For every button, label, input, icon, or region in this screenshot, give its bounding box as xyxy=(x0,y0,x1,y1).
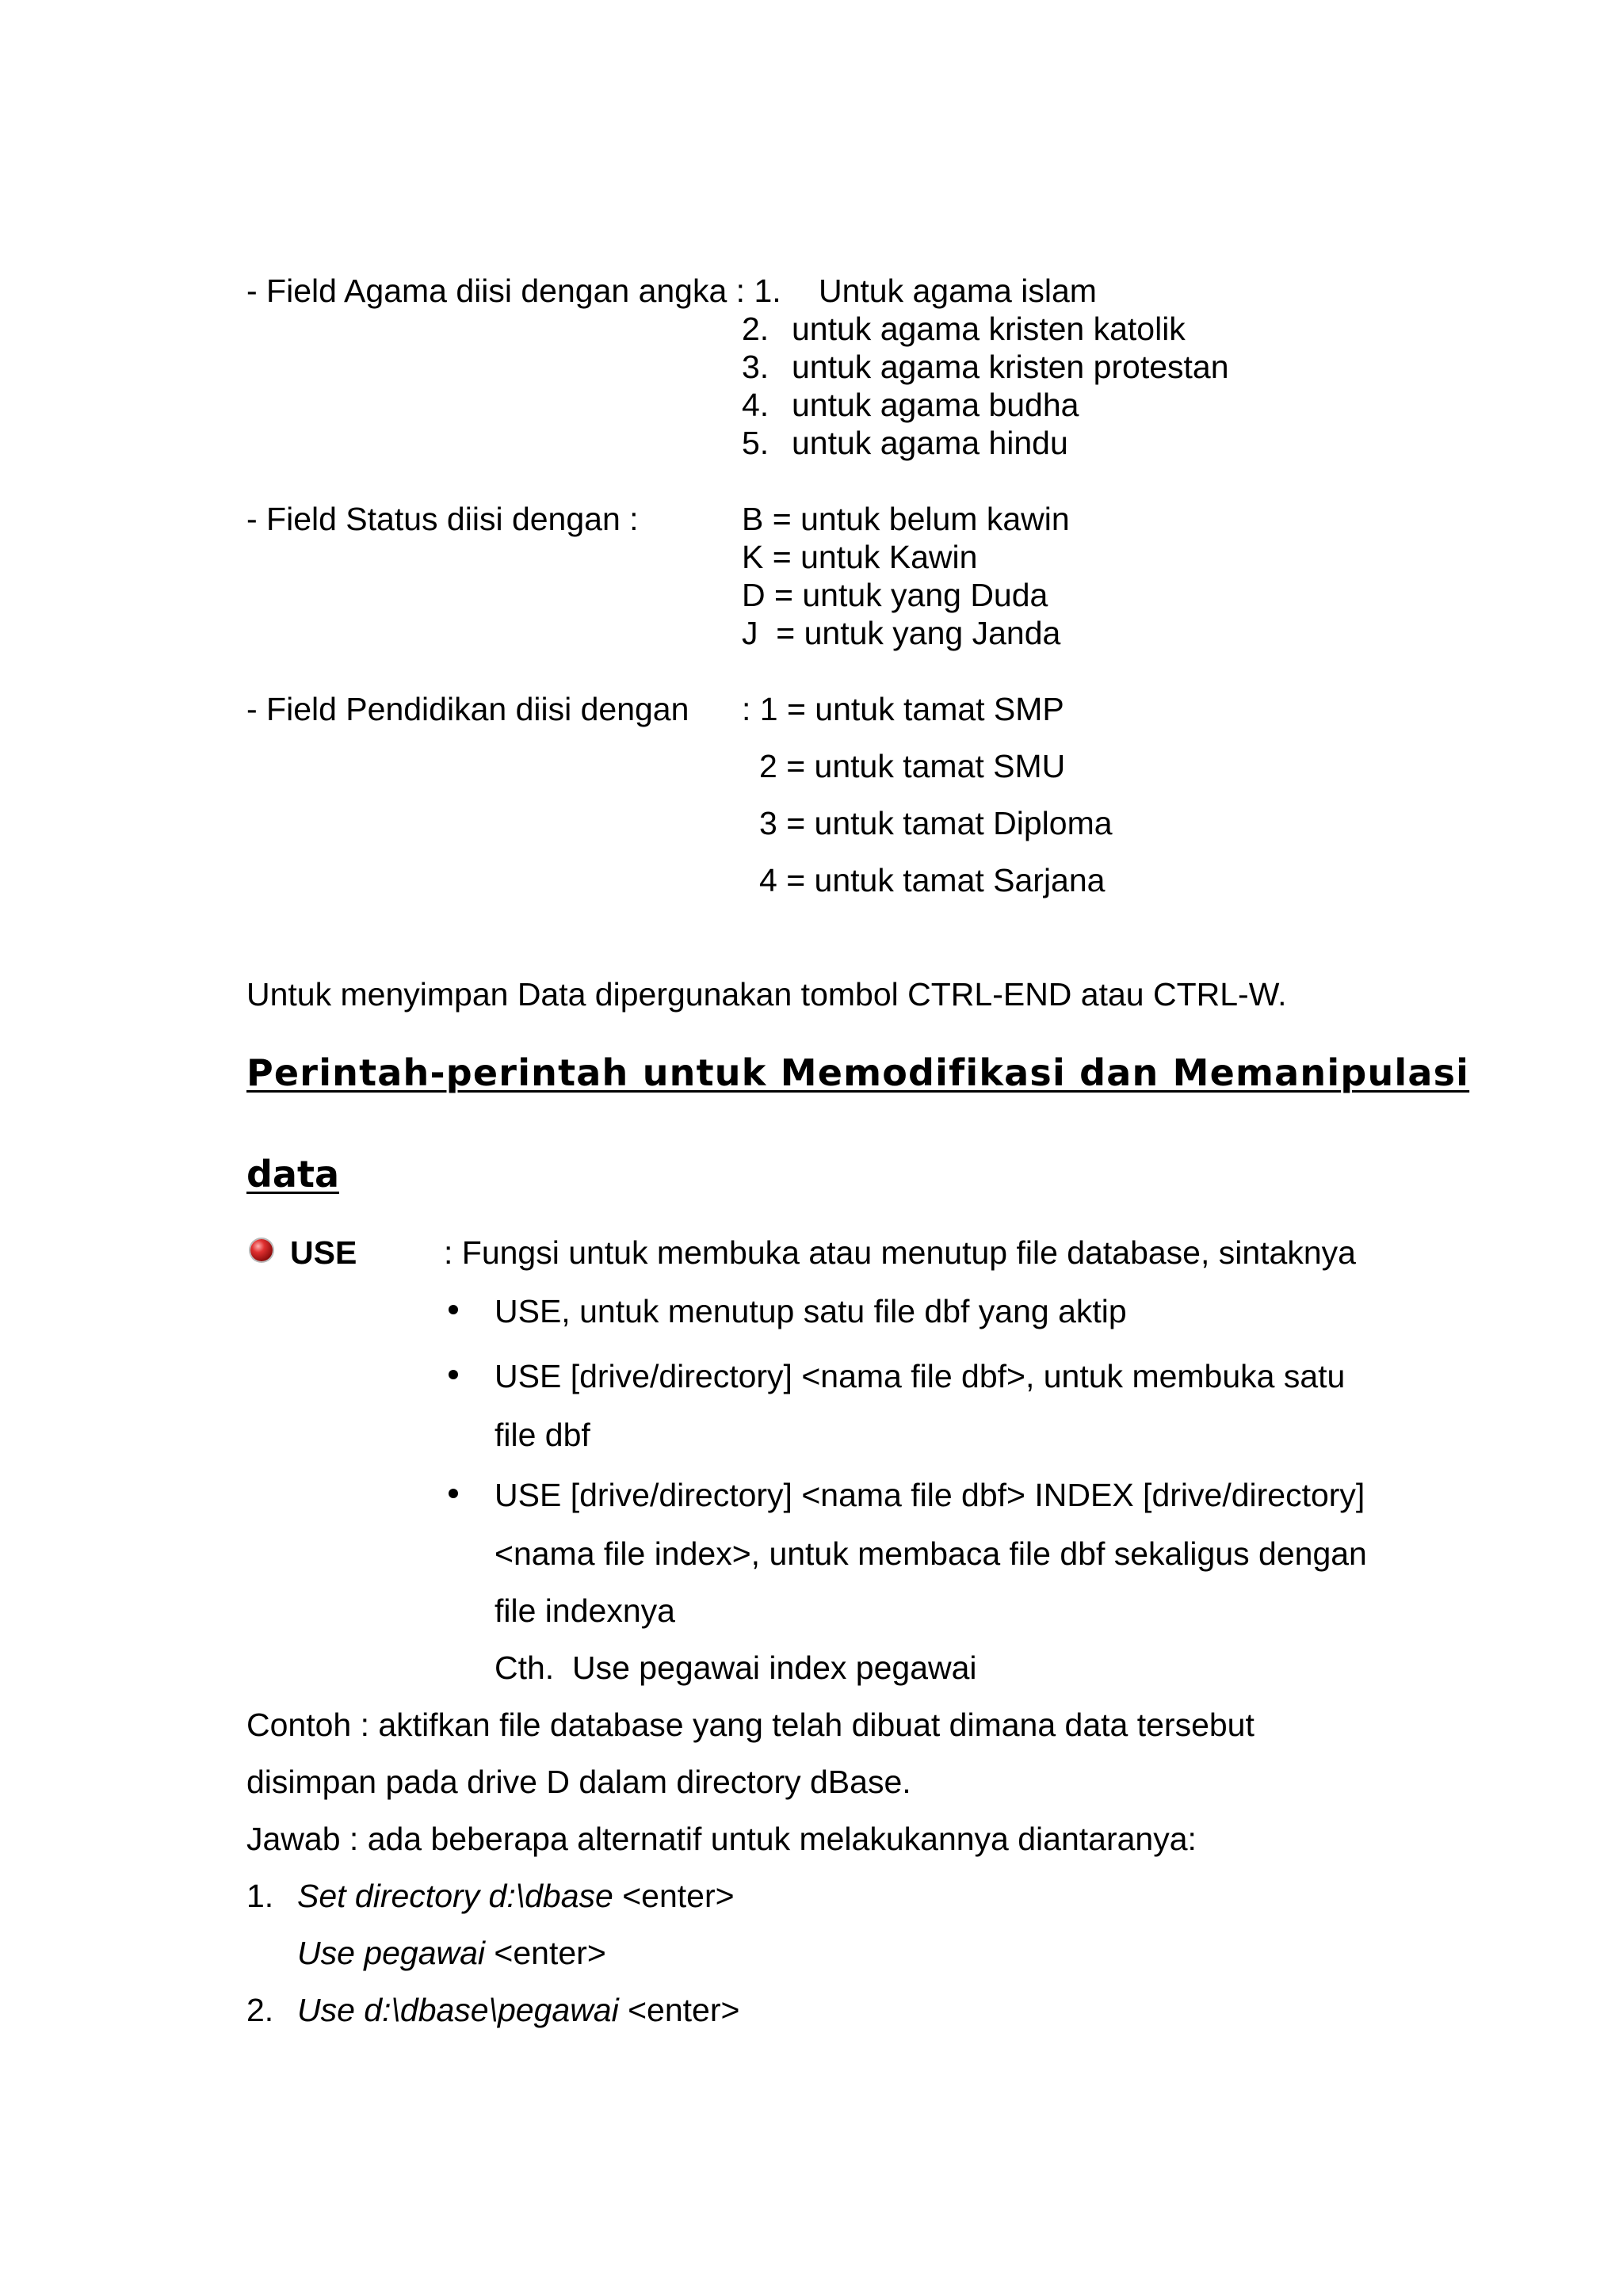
step-2-command: Use d:\dbase\pegawai xyxy=(297,1992,619,2028)
agama-item-4-text: untuk agama budha xyxy=(792,387,1079,423)
step-2-key: <enter> xyxy=(618,1992,740,2028)
step-2 xyxy=(297,1994,739,2027)
status-item-3: D = untuk yang Duda xyxy=(742,577,1048,613)
bullet-dot-icon xyxy=(449,1305,458,1314)
pendidikan-item-4: 4 = untuk tamat Sarjana xyxy=(759,862,1106,898)
section-heading-line1: Perintah-perintah untuk Memodifikasi dan Memanipulasi xyxy=(246,1051,1470,1094)
contoh-line1: Contoh : aktifkan file database yang telah dibuat dimana data tersebut xyxy=(246,1707,1254,1743)
section-heading-line2: data xyxy=(246,1153,339,1196)
step-1-num: 1. xyxy=(246,1878,274,1914)
use-description: : Fungsi untuk membuka atau menutup file database, sintaknya xyxy=(444,1234,1356,1271)
status-item-1: B = untuk belum kawin xyxy=(742,501,1070,537)
step-2-num: 2. xyxy=(246,1992,274,2028)
use-bullet-3-line1: USE [drive/directory] <nama file dbf> INDEX [drive/directory] xyxy=(495,1477,1365,1513)
use-keyword: USE xyxy=(290,1234,357,1271)
bullet-dot-icon xyxy=(449,1370,458,1379)
use-bullet-1: USE, untuk menutup satu file dbf yang aktip xyxy=(495,1293,1127,1329)
agama-item-1-text: Untuk agama islam xyxy=(819,273,1097,309)
contoh-line2: disimpan pada drive D dalam directory dBase. xyxy=(246,1764,911,1800)
status-item-2: K = untuk Kawin xyxy=(742,539,978,575)
jawab-line: Jawab : ada beberapa alternatif untuk melakukannya diantaranya: xyxy=(246,1821,1197,1857)
use-bullet-2-line1: USE [drive/directory] <nama file dbf>, untuk membuka satu xyxy=(495,1358,1346,1394)
step-1-command: Set directory d:\dbase xyxy=(297,1878,613,1914)
status-label: - Field Status diisi dengan : xyxy=(246,501,639,537)
step-1b-command: Use pegawai xyxy=(297,1935,486,1971)
use-example: Cth. Use pegawai index pegawai xyxy=(495,1650,977,1686)
step-1b xyxy=(297,1937,606,1970)
agama-item-5-text: untuk agama hindu xyxy=(792,425,1068,461)
step-1 xyxy=(297,1880,735,1913)
use-bullet-3-line2: <nama file index>, untuk membaca file dbf sekaligus dengan xyxy=(495,1535,1367,1572)
agama-item-2-text: untuk agama kristen katolik xyxy=(792,311,1186,347)
step-1-key: <enter> xyxy=(613,1878,735,1914)
bullet-dot-icon xyxy=(449,1489,458,1498)
save-note: Untuk menyimpan Data dipergunakan tombol CTRL-END atau CTRL-W. xyxy=(246,976,1287,1013)
agama-item-3-text: untuk agama kristen protestan xyxy=(792,349,1229,385)
agama-item-4-num: 4. xyxy=(742,387,769,423)
pendidikan-item-3: 3 = untuk tamat Diploma xyxy=(759,805,1113,841)
use-bullet-3-line3: file indexnya xyxy=(495,1592,675,1629)
step-1b-key: <enter> xyxy=(485,1935,606,1971)
agama-item-5-num: 5. xyxy=(742,425,769,461)
use-bullet-2-line2: file dbf xyxy=(495,1417,590,1453)
status-item-4: J = untuk yang Janda xyxy=(742,615,1061,651)
agama-label: - Field Agama diisi dengan angka : 1. xyxy=(246,273,781,309)
pendidikan-item-1: : 1 = untuk tamat SMP xyxy=(742,691,1064,727)
agama-item-2-num: 2. xyxy=(742,311,769,347)
agama-item-3-num: 3. xyxy=(742,349,769,385)
red-ball-bullet-icon xyxy=(250,1239,273,1261)
pendidikan-item-2: 2 = untuk tamat SMU xyxy=(759,748,1066,784)
pendidikan-label: - Field Pendidikan diisi dengan xyxy=(246,691,689,727)
